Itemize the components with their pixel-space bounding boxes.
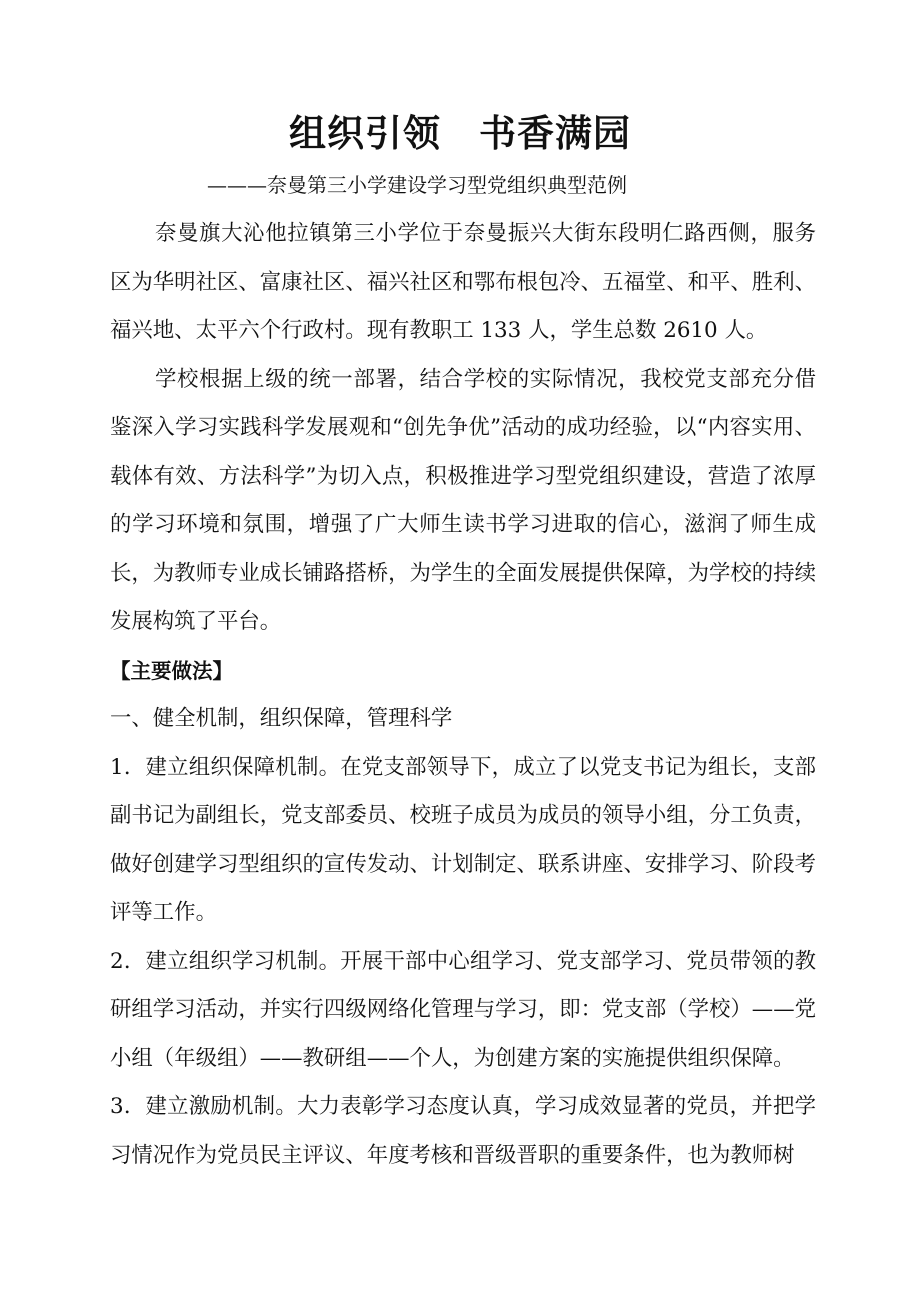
document-title: 组织引领 书香满园 xyxy=(289,112,631,155)
background-paragraph: 学校根据上级的统一部署，结合学校的实际情况，我校党支部充分借鉴深入学习实践科学发展观和“创先争优”活动的成功经验，以“内容实用、载体有效、方法科学”为切入点，积极推进学习型党组织建设，营造了浓厚的学习环境和氛围，增强了广大师生读书学习进取的信心，滋润了师生成长，为教师专业成长铺路搭桥，为学生的全面发展提供保障，为学校的持续发展构筑了平台。 xyxy=(110,366,816,634)
document-subtitle: ———奈曼第三小学建设学习型党组织典型范例 xyxy=(207,173,627,197)
list-item: 3．建立激励机制。大力表彰学习态度认真，学习成效显著的党员，并把学习情况作为党员民主评议、年度考核和晋级晋职的重要条件，也为教师树 xyxy=(110,1094,816,1168)
document-body xyxy=(110,210,816,1180)
section-heading: 【主要做法】 xyxy=(110,658,233,683)
subsection-heading: 一、健全机制，组织保障，管理科学 xyxy=(110,706,453,731)
list-item: 1．建立组织保障机制。在党支部领导下，成立了以党支书记为组长，支部副书记为副组长，党支部委员、校班子成员为成员的领导小组，分工负责，做好创建学习型组织的宣传发动、计划制定、联系讲座、安排学习、阶段考评等工作。 xyxy=(110,754,816,925)
intro-paragraph: 奈曼旗大沁他拉镇第三小学位于奈曼振兴大街东段明仁路西侧，服务区为华明社区、富康社区、福兴社区和鄂布根包冷、五福堂、和平、胜利、福兴地、太平六个行政村。现有教职工 133 人，学生总数 2610 人。 xyxy=(110,221,816,343)
list-item: 2．建立组织学习机制。开展干部中心组学习、党支部学习、党员带领的教研组学习活动，并实行四级网络化管理与学习，即：党支部（学校）——党小组（年级组）——教研组——个人，为创建方案的实施提供组织保障。 xyxy=(110,948,816,1071)
